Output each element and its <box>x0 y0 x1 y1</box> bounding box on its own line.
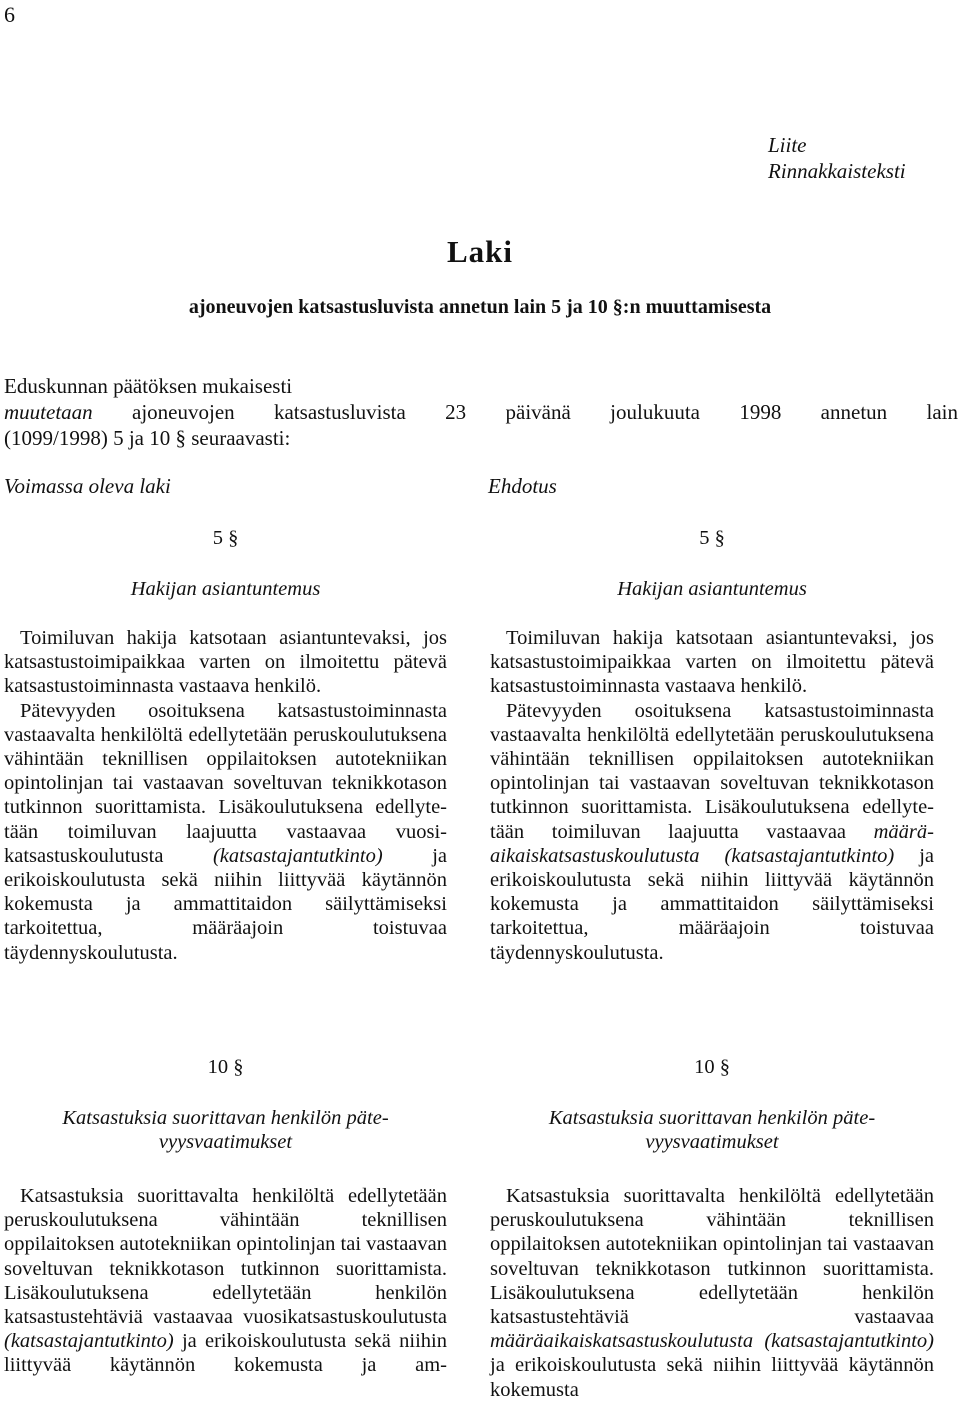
right-section-10-body <box>490 1184 934 1402</box>
paragraph <box>490 699 934 965</box>
emphasis-text: määräaikaiskatsastuskoulutusta (katsastajantutkinto) <box>490 1330 934 1353</box>
emphasis-text: (katsastajantutkinto) <box>4 1330 174 1353</box>
intro-line-2-text: ajoneuvojen katsastusluvista 23 päivänä joulukuuta 1998 annetun lain <box>92 400 958 424</box>
section-number: 10 § <box>694 1056 730 1078</box>
intro-keyword: muutetaan <box>4 400 93 424</box>
left-section-5-title-wrap <box>4 577 447 601</box>
law-title: Laki <box>446 234 514 269</box>
emphasis-text: (katsastajantutkinto) <box>212 844 383 867</box>
paragraph-text: Katsastuksia suorittavalta henkilöltä edellytetään peruskoulutuksena vähintään teknillisen oppilaitoksen autotekniikan opintolinjan tai vastaavan soveltuvan teknikkotason tutkinnon suorittamista. Lisäkoulutuksena edellytetään henkilön katsastustehtäviä vastaavaa vuosikatsastuskoulutusta <box>4 1185 447 1329</box>
right-section-10 <box>490 1055 934 1079</box>
paragraph-text: Pätevyyden osoituksena katsastustoiminnasta vastaavalta henkilöltä edellytetään peruskoulutuksena vähintään teknillisen oppilaitoksen autotekniikan opintolinjan tai vastaavan soveltuvan teknikkotason tutkinnon suorittamista. Lisäkoulutuksena edellytetään toimiluvan laajuutta vastaavaa <box>490 699 934 843</box>
section-number: 5 § <box>212 527 239 549</box>
paragraph <box>490 1184 934 1402</box>
intro-paragraph <box>4 373 958 451</box>
section-title: Katsastuksia suorittavan henkilön pätevyysvaatimukset <box>62 1107 389 1154</box>
section-title: Katsastuksia suorittavan henkilön pätevyysvaatimukset <box>548 1107 876 1154</box>
paragraph: Toimiluvan hakija katsotaan asiantuntevaksi, jos katsastustoimipaikkaa varten on ilmoitettu pätevä katsastustoiminnasta vastaava henkilö. <box>490 627 934 698</box>
left-section-5-body <box>4 626 447 965</box>
left-section-10 <box>4 1055 447 1079</box>
right-section-5-title-wrap <box>490 577 934 601</box>
left-column-heading: Voimassa oleva laki <box>4 474 171 498</box>
paragraph-text: ja erikoiskoulutusta sekä niihin liittyvää käytännön kokemusta ja ammattitaidon säilyttämiseksi tarkoitettua, määräajoin toistuvaa täydennyskoulutusta. <box>4 844 448 964</box>
intro-line-1: Eduskunnan päätöksen mukaisesti <box>4 374 293 398</box>
paragraph-text: Katsastuksia suorittavalta henkilöltä edellytetään peruskoulutuksena vähintään teknillisen oppilaitoksen autotekniikan opintolinjan tai vastaavan soveltuvan teknikkotason tutkinnon suorittamista. Lisäkoulutuksena edellytetään henkilön katsastustehtäviä vastaavaa <box>490 1185 934 1329</box>
section-title: Hakijan asiantuntemus <box>130 578 321 600</box>
emphasis-text: määräaikaiskatsastuskoulutusta (katsastajantutkinto) <box>490 820 934 867</box>
paragraph-text: Pätevyyden osoituksena katsastustoiminnasta vastaavalta henkilöltä edellytetään peruskoulutuksena vähintään teknillisen oppilaitoksen autotekniikan opintolinjan tai vastaavan soveltuvan teknikkotason tutkinnon suorittamista. Lisäkoulutuksena edellytetään toimiluvan laajuutta vastaavaa vuosikatsastuskoulutusta <box>4 699 447 867</box>
right-section-5-body <box>490 626 934 965</box>
left-section-5 <box>4 526 447 550</box>
left-section-10-body <box>4 1184 447 1378</box>
section-title: Hakijan asiantuntemus <box>617 578 807 600</box>
paragraph-text: ja erikoiskoulutusta sekä niihin liittyvää käytännön kokemusta <box>490 1354 934 1401</box>
right-column-heading: Ehdotus <box>488 474 557 498</box>
intro-line-3: (1099/1998) 5 ja 10 § seuraavasti: <box>4 426 291 450</box>
law-subtitle: ajoneuvojen katsastusluvista annetun lain 5 ja 10 §:n muuttamisesta <box>188 296 772 318</box>
paragraph: Toimiluvan hakija katsotaan asiantuntevaksi, jos katsastustoimipaikkaa varten on ilmoitettu pätevä katsastustoiminnasta vastaava henkilö. <box>4 627 447 698</box>
appendix-line-2: Rinnakkaisteksti <box>768 159 906 183</box>
section-number: 10 § <box>207 1056 244 1078</box>
section-number: 5 § <box>699 527 725 549</box>
intro-line-2 <box>4 399 958 425</box>
paragraph <box>4 699 447 965</box>
paragraph-text: ja erikoiskoulutusta sekä niihin liittyvää käytännön kokemusta ja am- <box>4 1330 447 1377</box>
right-section-5 <box>490 526 934 550</box>
paragraph <box>4 1184 447 1378</box>
left-section-10-title-wrap <box>4 1106 447 1154</box>
page-number: 6 <box>4 2 15 27</box>
right-section-10-title-wrap <box>490 1106 934 1154</box>
appendix-label <box>768 132 906 184</box>
paragraph-text: ja erikoiskoulutusta sekä niihin liittyvää käytännön kokemusta ja ammattitaidon säilyttämiseksi tarkoitettua, määräajoin toistuvaa täydennyskoulutusta. <box>490 844 934 964</box>
appendix-line-1: Liite <box>768 133 807 157</box>
